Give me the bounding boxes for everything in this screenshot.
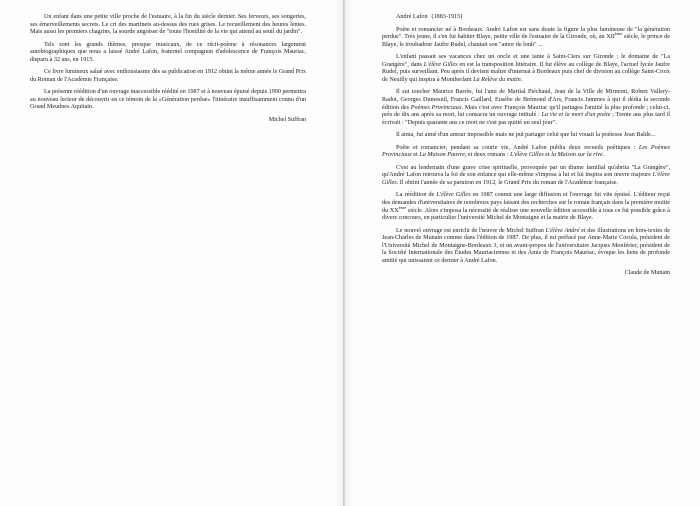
right-paragraph-7: La réédition de L'élève Gilles en 1987 connut une large diffusion et l'ouvrage fut vite épuisé. L'éditeur reçut des demandes d'universitaires de nombreux pays faisant des recherches sur le roman français dans la première moitié du XXème siècle. Alors s'imposa la nécessité de réaliser une nouvelle édition accessible à tous ce fut possible grâce à divers concours, en particulier l'université Michel de Montaigne et la mairie de Blaye. — [382, 192, 671, 222]
right-paragraph-6: C'est au lendemain d'une grave crise spirituelle, provoquée par un drame familial qu'abrita "La Grangère", qu'André Lafon retrouva la foi de son enfance qui elle-même s'imposa à lui et lui inspira son œuvre majeure L'élève Gilles. Il obtint l'année de sa parution en 1912, le Grand Prix du roman de l'Académie française. — [382, 164, 670, 186]
left-paragraph-2: Tels sont les grands thèmes, presque musicaux, de ce récit-poème à résonances largement autobiographiques que nous a laissé André Lafon, fraternel compagnon d'adolescence de François Mauriac, disparu à 32 ans, en 1915. — [30, 41, 306, 63]
author-dates: (1883-1915) — [431, 14, 463, 20]
left-paragraph-4: La présente réédition d'un ouvrage inaccessible réédité en 1987 et à nouveau épuisé depuis 1990 permettra au nouveau lecteur de découvrir en ce témoin de la «Génération perdue» l'itinéraire insuffisamment connu d'un Grand Meudnes Aquitain. — [30, 89, 306, 111]
right-paragraph-1: Poète et romancier né à Bordeaux. André Lafon est sans doute la figure la plus lumineuse de "la génération perdue". Très jeune, il s'en fut habiter Blaye, petite ville de l'estuaire de la Gironde, où, au XIIème siècle, le prince de Blaye, le troubadour Jaufre Rudel, chantait son "amor de lonh" ... — [382, 26, 670, 48]
left-paragraph-1: Un enfant dans une petite ville proche de l'estuaire, à la fin du siècle dernier. Ses ferveurs, ses songeries, ses émerveillements secrets. Le cri des martinets au-dessus des rues grises. Le recueillement des heures lentes. Mais aussi les premiers chagrins, la sourde angoisse de "toute l'hostilité de la vie qui attend au seuil du jardin". — [30, 14, 306, 36]
author-heading — [382, 14, 670, 22]
right-paragraph-3: Il sut toucher Maurice Barrès, fut l'ami de Martial Piéchaud, Jean de la Ville de Mirmont, Robert Vallery-Radot, Georges Dumesnil, Francis Gaillard, Eusèbe de Brémond d'Ars, Francis Jammes à qui il dédia la seconde édition des Poèmes Provinciaux. Mais c'est avec François Mauriac qu'il partagea l'amitié la plus profonde ; celui-ci, près de dix ans après sa mort, lui consacra un ouvrage intitulé : La vie et la mort d'un poète ; Trente ans plus tard il écrivait : "Depuis quarante ans ce mort ne s'est pas quitté un seul jour". — [382, 89, 670, 126]
left-paragraph-3: Ce livre lumineux salué avec enthousiasme dès sa publication en 1912 obtint la même année le Grand Prix du Roman de l'Académie Française. — [30, 69, 306, 83]
right-paragraph-5: Poète et romancier, pendant sa courte vie, André Lafon publia deux recueils poétiques : Les Poèmes Provinciaux et La Maison Pauvre, et deux romans : L'élève Gilles et la Maison sur la rive. — [382, 144, 670, 159]
left-page-text — [30, 14, 306, 130]
right-paragraph-4: Il aima, fut aimé d'un amour impossible mais ne put partager celui que lui vouait la poétesse Jean Balde... — [396, 132, 656, 139]
right-paragraph-8: Le nouvel ouvrage est enrichi de l'œuvre de Michel Suffran L'élève André et des illustrations en hors-textes de Jean-Charles de Munain comme dans l'édition de 1987. De plus, il est préfacé par Anne-Marie Cocula, président de l'Université Michel de Montaigne-Bordeaux 3, et un avant-propos de l'universitaire Jacques Monférier, président de la Société Internationale des Études Mauriaciennes et des Amis de François Mauriac, évoque les liens de profonde amitié qui unissaient ce dernier à André Lafon. — [382, 227, 670, 264]
right-signature: Claude de Munain — [624, 270, 670, 277]
left-signature: Michel Suffran — [268, 117, 306, 124]
right-page-text — [382, 14, 670, 283]
author-name: André Lafon — [396, 14, 428, 20]
right-paragraph-2: L'enfant passait ses vacances chez un oncle et une tante à Saint-Ciers sur Gironde ; le domaine de "La Grangère", dans L'élève Gilles en est la transposition littéraire. Il fut élève au collège de Blaye, l'actuel lycée Jaufre Rudel, puis surveillant. Peu après il devient maître d'internat à Bordeaux puis chef de division au collège Saint-Croix de Neuilly qui inspira à Montherlant La Relève du matin. — [382, 54, 670, 83]
